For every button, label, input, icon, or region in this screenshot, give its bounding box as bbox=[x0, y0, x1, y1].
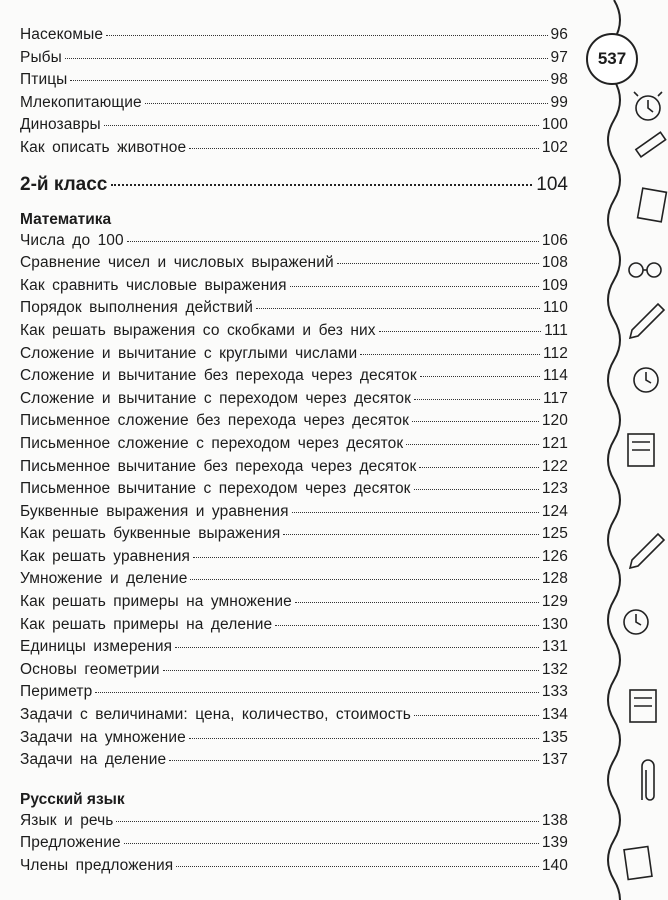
alarm-clock-icon bbox=[634, 368, 658, 392]
toc-entry-page: 106 bbox=[541, 231, 568, 249]
toc-entry-title: Письменное сложение без перехода через десяток bbox=[20, 412, 409, 430]
toc-entry[interactable] bbox=[20, 435, 568, 458]
dot-leader bbox=[275, 625, 539, 626]
toc-entry-page: 124 bbox=[541, 502, 568, 520]
toc-entry[interactable] bbox=[20, 345, 568, 368]
toc-entry-title: Умножение и деление bbox=[20, 570, 188, 588]
toc-entry-page: 99 bbox=[550, 93, 568, 111]
toc-entry[interactable] bbox=[20, 503, 568, 526]
toc-entry[interactable] bbox=[20, 729, 568, 752]
page-number-badge: 537 bbox=[586, 33, 638, 85]
toc-entry-page: 100 bbox=[541, 116, 568, 134]
toc-entry[interactable] bbox=[20, 683, 568, 706]
toc-entry-page: 98 bbox=[550, 71, 568, 89]
notebook-icon bbox=[638, 188, 667, 222]
toc-entry-title: Язык и речь bbox=[20, 811, 114, 829]
toc-entry[interactable] bbox=[20, 232, 568, 255]
toc-entry[interactable] bbox=[20, 139, 568, 162]
toc-entry-title: Задачи на деление bbox=[20, 751, 167, 769]
toc-entry[interactable] bbox=[20, 116, 568, 139]
dot-leader bbox=[189, 148, 539, 149]
toc-entry-title: Единицы измерения bbox=[20, 638, 173, 656]
school-doodles-border bbox=[596, 0, 668, 900]
toc-entry-page: 123 bbox=[541, 480, 568, 498]
toc-entry-page: 97 bbox=[550, 48, 568, 66]
toc-entry[interactable] bbox=[20, 26, 568, 49]
toc-entry-page: 125 bbox=[541, 525, 568, 543]
toc-entry[interactable] bbox=[20, 751, 568, 774]
toc-entry-page: 102 bbox=[541, 138, 568, 156]
toc-entry-title: Как сравнить числовые выражения bbox=[20, 276, 287, 294]
toc-entry-page: 122 bbox=[541, 457, 568, 475]
toc-entry[interactable] bbox=[20, 661, 568, 684]
toc-entry[interactable] bbox=[20, 71, 568, 94]
toc-entry[interactable] bbox=[20, 49, 568, 72]
toc-entry-page: 130 bbox=[541, 615, 568, 633]
dot-leader bbox=[412, 421, 539, 422]
dot-leader bbox=[163, 670, 539, 671]
toc-entry-title: Как решать выражения со скобками и без них bbox=[20, 321, 376, 339]
toc-entry[interactable] bbox=[20, 390, 568, 413]
dot-leader bbox=[145, 103, 548, 104]
toc-entry[interactable] bbox=[20, 593, 568, 616]
section-heading-russian: Русский язык bbox=[20, 790, 125, 808]
dot-leader bbox=[360, 354, 540, 355]
toc-entry-page: 117 bbox=[542, 389, 568, 407]
dot-leader bbox=[70, 80, 547, 81]
toc-entry-page: 132 bbox=[541, 660, 568, 678]
chapter-title: 2-й класс bbox=[20, 173, 108, 195]
toc-entry-title: Сложение и вычитание с круглыми числами bbox=[20, 344, 358, 362]
alarm-clock-icon bbox=[634, 92, 662, 120]
dot-leader bbox=[414, 715, 539, 716]
toc-entry-title: Как решать уравнения bbox=[20, 547, 191, 565]
dot-leader bbox=[95, 692, 539, 693]
toc-entry-title: Основы геометрии bbox=[20, 660, 160, 678]
dot-leader bbox=[104, 125, 539, 126]
toc-entry[interactable] bbox=[20, 834, 568, 857]
toc-entry-page: 126 bbox=[541, 547, 568, 565]
toc-entry[interactable] bbox=[20, 638, 568, 661]
toc-entry[interactable] bbox=[20, 570, 568, 593]
dot-leader bbox=[283, 534, 539, 535]
paperclip-icon bbox=[642, 760, 654, 800]
toc-entry-title: Порядок выполнения действий bbox=[20, 299, 253, 317]
toc-entry[interactable] bbox=[20, 94, 568, 117]
alarm-clock-icon bbox=[624, 610, 648, 634]
toc-entry-title: Как описать животное bbox=[20, 138, 187, 156]
toc-entry-page: 108 bbox=[541, 254, 568, 272]
book-icon bbox=[628, 434, 654, 466]
toc-entry-page: 96 bbox=[550, 26, 568, 43]
toc-entry-title: Буквенные выражения и уравнения bbox=[20, 502, 289, 520]
toc-entry-page: 111 bbox=[544, 321, 568, 339]
toc-entry-title: Письменное сложение с переходом через десяток bbox=[20, 434, 404, 452]
dot-leader bbox=[116, 821, 538, 822]
toc-entry-page: 131 bbox=[541, 638, 568, 656]
toc-entry[interactable] bbox=[20, 812, 568, 835]
toc-entry-page: 135 bbox=[541, 728, 568, 746]
toc-entry-title: Задачи на умножение bbox=[20, 728, 186, 746]
glasses-icon bbox=[629, 263, 661, 277]
dot-leader bbox=[290, 286, 539, 287]
dot-leader bbox=[414, 399, 540, 400]
toc-entry-title: Члены предложения bbox=[20, 857, 174, 874]
dot-leader bbox=[193, 557, 539, 558]
toc-entry-page: 110 bbox=[542, 299, 568, 317]
toc-entry[interactable] bbox=[20, 322, 568, 345]
dot-leader bbox=[337, 263, 539, 264]
toc-entry-page: 138 bbox=[541, 811, 568, 829]
dot-leader bbox=[106, 35, 547, 36]
dot-leader bbox=[124, 843, 539, 844]
notebook-icon bbox=[624, 846, 652, 879]
ruler-icon bbox=[636, 132, 666, 157]
toc-entry-title: Письменное вычитание без перехода через десяток bbox=[20, 457, 417, 475]
toc-entry-page: 129 bbox=[541, 593, 568, 611]
toc-entry[interactable] bbox=[20, 254, 568, 277]
dot-leader bbox=[256, 308, 540, 309]
pencil-icon bbox=[630, 304, 664, 338]
book-icon bbox=[630, 690, 656, 722]
toc-entry-page: 140 bbox=[541, 857, 568, 874]
chapter-page: 104 bbox=[536, 173, 568, 195]
dot-leader bbox=[292, 512, 539, 513]
toc-entry-title: Насекомые bbox=[20, 26, 104, 43]
dot-leader bbox=[127, 241, 539, 242]
chapter-heading[interactable] bbox=[20, 174, 568, 204]
dot-leader bbox=[295, 602, 539, 603]
toc-entry[interactable] bbox=[20, 548, 568, 571]
dot-leader bbox=[420, 376, 540, 377]
toc-entry[interactable] bbox=[20, 525, 568, 548]
dot-leader bbox=[176, 866, 539, 867]
toc-entry-title: Сложение и вычитание с переходом через десяток bbox=[20, 389, 411, 407]
toc-entry[interactable] bbox=[20, 277, 568, 300]
russian-list bbox=[20, 812, 568, 880]
intro-list bbox=[20, 26, 568, 162]
toc-entry-title: Как решать примеры на деление bbox=[20, 615, 273, 633]
toc-entry[interactable] bbox=[20, 458, 568, 481]
toc-entry-title: Динозавры bbox=[20, 116, 101, 134]
toc-entry[interactable] bbox=[20, 857, 568, 880]
toc-entry-page: 139 bbox=[541, 834, 568, 852]
toc-entry[interactable] bbox=[20, 706, 568, 729]
dot-leader bbox=[111, 184, 532, 186]
toc-entry-title: Периметр bbox=[20, 683, 93, 701]
table-of-contents bbox=[20, 26, 568, 880]
dot-leader bbox=[175, 647, 539, 648]
dot-leader bbox=[169, 760, 539, 761]
dot-leader bbox=[414, 489, 539, 490]
dot-leader bbox=[65, 58, 548, 59]
toc-entry-page: 120 bbox=[541, 412, 568, 430]
toc-entry-title: Задачи с величинами: цена, количество, стоимость bbox=[20, 706, 411, 724]
toc-entry-title: Сложение и вычитание без перехода через десяток bbox=[20, 367, 417, 385]
toc-entry-title: Рыбы bbox=[20, 48, 62, 66]
toc-entry-page: 112 bbox=[542, 344, 568, 362]
dot-leader bbox=[419, 467, 538, 468]
toc-entry-page: 121 bbox=[541, 434, 568, 452]
toc-entry-title: Сравнение чисел и числовых выражений bbox=[20, 254, 334, 272]
toc-entry[interactable] bbox=[20, 367, 568, 390]
section-heading-math: Математика bbox=[20, 210, 112, 228]
toc-entry-title: Числа до 100 bbox=[20, 231, 124, 249]
toc-entry[interactable] bbox=[20, 299, 568, 322]
toc-entry-page: 134 bbox=[541, 706, 568, 724]
toc-entry-title: Предложение bbox=[20, 834, 121, 852]
pencil-icon bbox=[630, 534, 664, 568]
toc-entry[interactable] bbox=[20, 412, 568, 435]
toc-entry-page: 133 bbox=[541, 683, 568, 701]
toc-entry-title: Млекопитающие bbox=[20, 93, 142, 111]
dot-leader bbox=[190, 579, 538, 580]
toc-entry[interactable] bbox=[20, 480, 568, 503]
toc-entry-title: Письменное вычитание с переходом через десяток bbox=[20, 480, 411, 498]
toc-entry-title: Птицы bbox=[20, 71, 68, 89]
toc-entry-page: 137 bbox=[541, 751, 568, 769]
toc-entry-title: Как решать примеры на умножение bbox=[20, 593, 292, 611]
toc-entry-page: 109 bbox=[541, 276, 568, 294]
toc-entry-page: 114 bbox=[542, 367, 568, 385]
toc-entry[interactable] bbox=[20, 616, 568, 639]
toc-entry-title: Как решать буквенные выражения bbox=[20, 525, 281, 543]
math-list bbox=[20, 232, 568, 774]
toc-entry-page: 128 bbox=[541, 570, 568, 588]
dot-leader bbox=[406, 444, 539, 445]
dot-leader bbox=[379, 331, 541, 332]
dot-leader bbox=[189, 738, 539, 739]
